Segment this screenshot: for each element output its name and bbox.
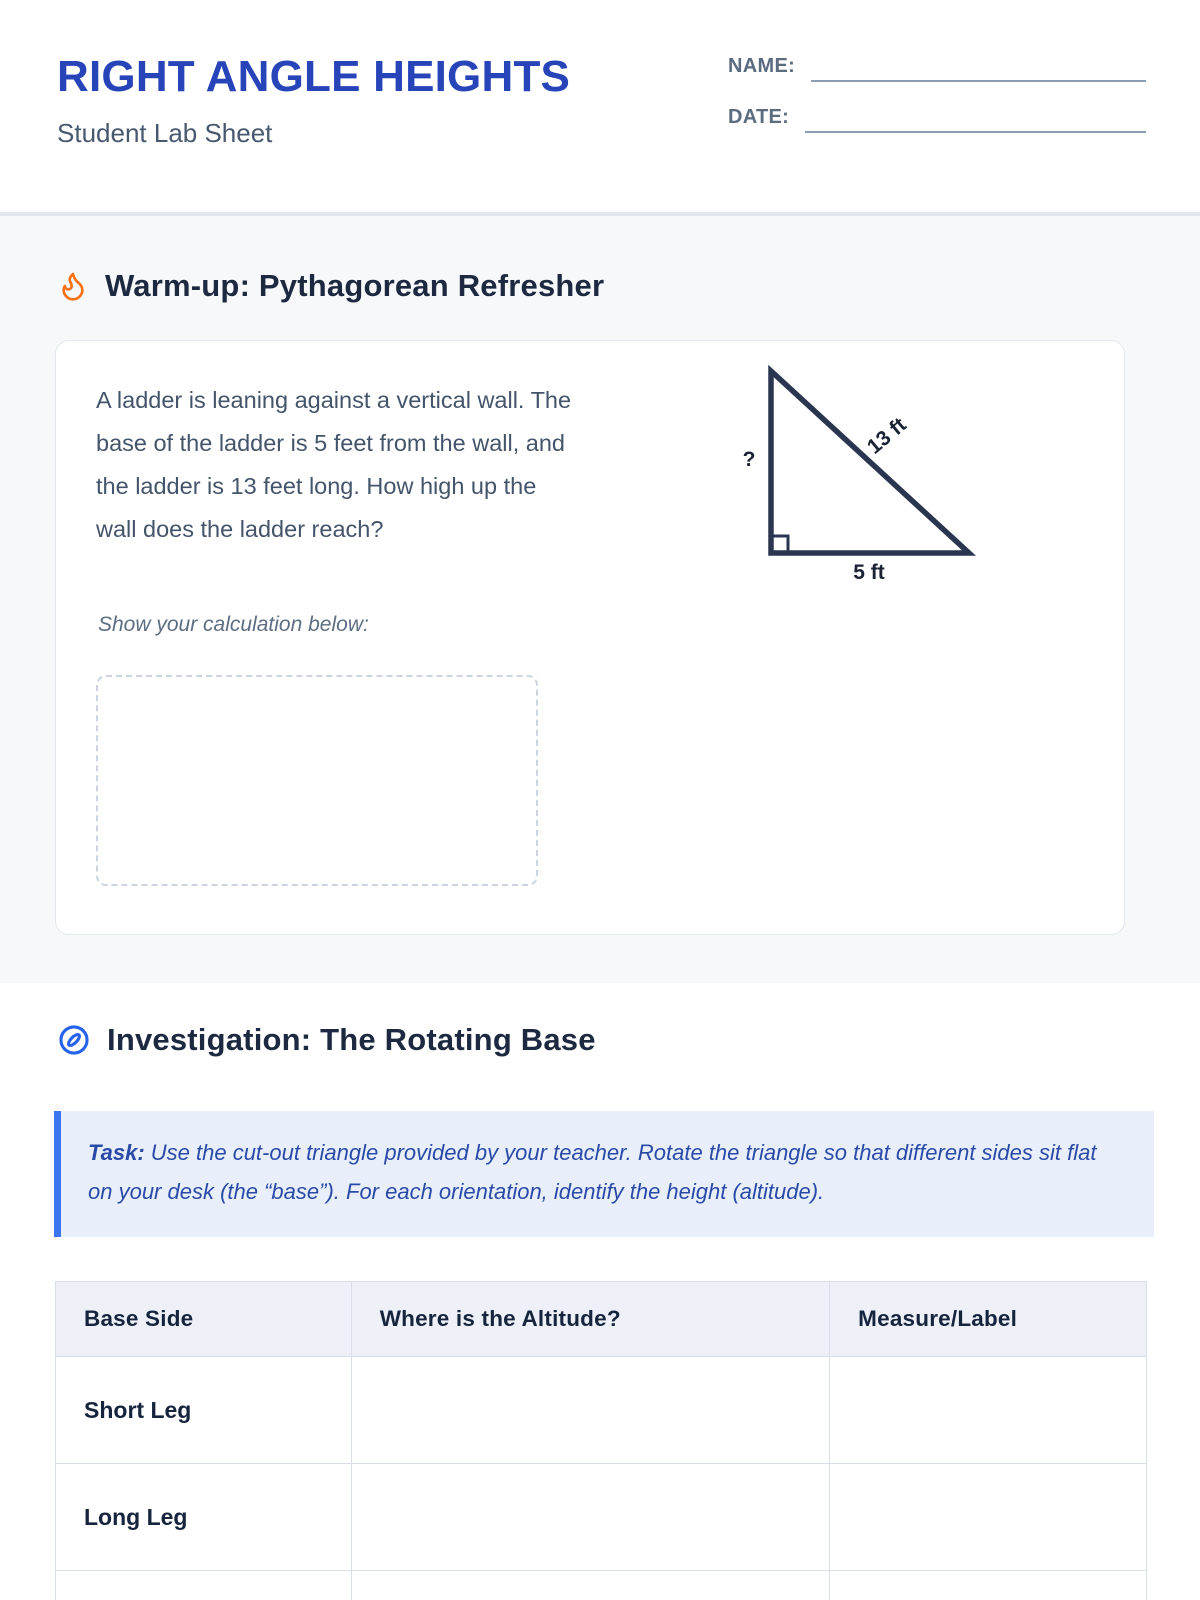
compass-icon	[57, 1023, 91, 1057]
cell-altitude-blank[interactable]	[351, 1357, 829, 1464]
investigation-section	[0, 983, 1200, 1600]
cell-base-side	[56, 1571, 352, 1600]
rotation-table	[55, 1281, 1147, 1600]
table-header-row	[56, 1282, 1147, 1357]
date-label: DATE:	[728, 106, 790, 128]
triangle-height-label: ?	[742, 448, 756, 471]
header-base-side: Base Side	[56, 1282, 352, 1357]
cell-altitude-blank[interactable]	[351, 1464, 829, 1571]
flame-icon	[57, 270, 89, 302]
cell-altitude-blank[interactable]	[351, 1571, 829, 1600]
header-measure: Measure/Label	[830, 1282, 1147, 1357]
warmup-heading-row	[57, 268, 604, 304]
table-row	[56, 1571, 1147, 1600]
triangle-base-label: 5 ft	[853, 561, 885, 584]
investigation-heading-row	[57, 1022, 596, 1058]
table-row	[56, 1357, 1147, 1464]
problem-text: A ladder is leaning against a vertical wall. The base of the ladder is 5 feet from the wall, and the ladder is 13 feet long. How high up the wall does the ladder reach?	[96, 387, 572, 542]
name-field-row	[728, 55, 1146, 82]
table-row	[56, 1464, 1147, 1571]
right-triangle-diagram	[691, 346, 1011, 596]
warmup-heading: Warm-up: Pythagorean Refresher	[105, 268, 605, 303]
warmup-card	[55, 340, 1125, 935]
page-title: RIGHT ANGLE HEIGHTS	[57, 52, 571, 101]
page-header	[0, 0, 1200, 212]
cell-measure-blank[interactable]	[830, 1464, 1147, 1571]
name-input-line[interactable]	[811, 58, 1146, 82]
task-text: Use the cut-out triangle provided by your teacher. Rotate the triangle so that different sides sit flat on your desk (the “base”). For each orientation, identify the height (altitude).	[88, 1140, 1097, 1204]
cell-measure-blank[interactable]	[830, 1571, 1147, 1600]
task-label: Task:	[88, 1140, 145, 1165]
cell-base-side: Long Leg	[56, 1464, 352, 1571]
header-fields	[728, 55, 1146, 133]
header-altitude: Where is the Altitude?	[351, 1282, 829, 1357]
date-field-row	[728, 106, 1146, 133]
investigation-heading: Investigation: The Rotating Base	[107, 1022, 596, 1057]
calculation-answer-box[interactable]	[96, 675, 538, 886]
cell-base-side: Short Leg	[56, 1357, 352, 1464]
date-input-line[interactable]	[805, 109, 1146, 133]
cell-measure-blank[interactable]	[830, 1357, 1147, 1464]
warmup-section	[0, 216, 1200, 983]
triangle-hypotenuse-label: 13 ft	[862, 413, 911, 459]
name-label: NAME:	[728, 55, 796, 77]
calc-prompt: Show your calculation below:	[98, 613, 369, 636]
page-subtitle: Student Lab Sheet	[57, 118, 273, 148]
task-callout	[54, 1111, 1154, 1237]
